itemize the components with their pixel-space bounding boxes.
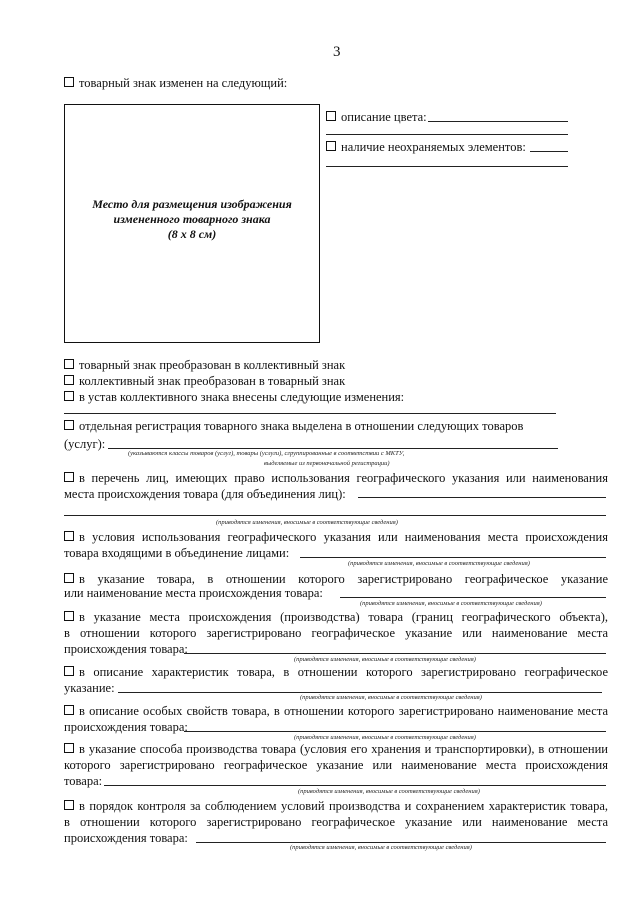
checkbox[interactable] [64,573,74,583]
goods-indication-field[interactable] [340,597,606,598]
characteristics-field[interactable] [118,692,602,693]
special-properties-label: в описание особых свойств товара, в отношении которого зарегистрировано наименование места [79,704,608,718]
checkbox[interactable] [64,420,74,430]
separate-registration-line-2: (услуг): [64,437,106,451]
control-procedure-line-3: происхождения товара: [64,831,188,845]
separate-registration-note-2: выделяемые из первоначальной регистрации) [264,460,390,467]
placeholder-line-1: Место для размещения изображения [92,197,292,211]
checkbox[interactable] [64,666,74,676]
usage-conditions-field[interactable] [300,557,606,558]
control-procedure-note: (приводятся изменения, вносимые в соответствующие сведения) [290,844,472,851]
separate-registration-note-1: (указываются классы товаров (услуг), товары (услуги), сгруппированные в соответствии с МКТУ, [128,450,405,457]
control-procedure-line-1 [64,799,608,814]
placeholder-line-3: (8 х 8 см) [167,227,217,241]
color-description-item [326,110,427,125]
charter-changes-label: в устав коллективного знака внесены следующие изменения: [79,390,405,404]
unprotected-elements-field-2[interactable] [326,166,568,167]
characteristics-line-2: указание: [64,681,115,695]
checkbox[interactable] [64,375,74,385]
production-method-field[interactable] [104,785,606,786]
characteristics-label: в описание характеристик товара, в отношении которого зарегистрировано географическое [79,665,608,679]
control-procedure-line-2: в отношении которого зарегистрировано географическое указание или наименование места [64,815,608,829]
persons-list-field[interactable] [358,497,606,498]
placeholder-line-2: измененного товарного знака [113,212,271,226]
page-number: 3 [333,44,341,60]
persons-list-field-2[interactable] [64,515,606,516]
checkbox[interactable] [326,111,336,121]
production-method-label: в указание способа производства товара (условия его хранения и транспортировки), в отношении [79,742,608,756]
checkbox[interactable] [64,77,74,87]
persons-list-label: в перечень лиц, имеющих право использования географического указания или наименования [79,471,608,485]
goods-indication-line-1 [64,572,608,587]
special-properties-note: (приводятся изменения, вносимые в соответствующие сведения) [294,734,476,741]
image-placeholder-text [65,197,319,242]
color-description-field-2[interactable] [326,134,568,135]
unprotected-elements-label: наличие неохраняемых элементов: [341,140,526,154]
place-indication-label: в указание места происхождения (производства) товара (границ географического объекта), [79,610,608,624]
collective-to-trademark-label: коллективный знак преобразован в товарный знак [79,374,346,388]
persons-list-line-2: места происхождения товара (для объединения лиц): [64,487,346,501]
special-properties-line-1 [64,704,608,719]
control-procedure-label: в порядок контроля за соблюдением условий производства и сохранением характеристик товара, [79,799,608,813]
place-indication-note: (приводятся изменения, вносимые в соответствующие сведения) [294,656,476,663]
trademark-changed-item [64,76,287,91]
checkbox[interactable] [64,800,74,810]
persons-list-line-1 [64,471,608,486]
goods-indication-line-2: или наименование места происхождения товара: [64,586,323,600]
unprotected-elements-item [326,140,526,155]
characteristics-line-1 [64,665,608,680]
charter-changes-field[interactable] [64,413,556,414]
unprotected-elements-field[interactable] [530,151,568,152]
control-procedure-field[interactable] [196,842,606,843]
checkbox[interactable] [64,531,74,541]
place-indication-line-1 [64,610,608,625]
usage-conditions-note: (приводятся изменения, вносимые в соответствующие сведения) [348,560,530,567]
production-method-line-3: товара: [64,774,103,788]
collective-to-trademark-item [64,374,345,389]
collective-mark-label: товарный знак преобразован в коллективный знак [79,358,346,372]
checkbox[interactable] [64,611,74,621]
collective-mark-item [64,358,345,373]
separate-registration-line-1: отдельная регистрация товарного знака выделена в отношении следующих товаров [79,419,524,433]
usage-conditions-label: в условия использования географического указания или наименования места происхождения [79,530,608,544]
production-method-note: (приводятся изменения, вносимые в соответствующие сведения) [298,788,480,795]
place-indication-line-2: в отношении которого зарегистрировано географическое указание или наименование места [64,626,608,640]
production-method-line-1 [64,742,608,757]
checkbox[interactable] [64,391,74,401]
characteristics-note: (приводятся изменения, вносимые в соответствующие сведения) [300,694,482,701]
checkbox[interactable] [326,141,336,151]
goods-indication-note: (приводятся изменения, вносимые в соответствующие сведения) [360,600,542,607]
trademark-changed-label: товарный знак изменен на следующий: [79,76,288,90]
persons-list-note: (приводятся изменения, вносимые в соответствующие сведения) [216,519,398,526]
checkbox[interactable] [64,359,74,369]
checkbox[interactable] [64,472,74,482]
place-indication-line-3: происхождения товара: [64,642,188,656]
separate-registration-field[interactable] [108,448,558,449]
checkbox[interactable] [64,705,74,715]
color-description-label: описание цвета: [341,110,427,124]
image-placeholder-box [64,104,320,343]
usage-conditions-line-2: товара входящими в объединение лицами: [64,546,290,560]
goods-indication-label: в указание товара, в отношении которого зарегистрировано географическое указание [79,572,608,586]
separate-registration-item [64,419,523,434]
color-description-field[interactable] [428,121,568,122]
checkbox[interactable] [64,743,74,753]
charter-changes-item [64,390,404,405]
special-properties-field[interactable] [184,731,606,732]
usage-conditions-line-1 [64,530,608,545]
special-properties-line-2: происхождения товара: [64,720,188,734]
place-indication-field[interactable] [184,653,606,654]
production-method-line-2: которого зарегистрировано географическое указание или наименование места происхождения [64,758,608,772]
